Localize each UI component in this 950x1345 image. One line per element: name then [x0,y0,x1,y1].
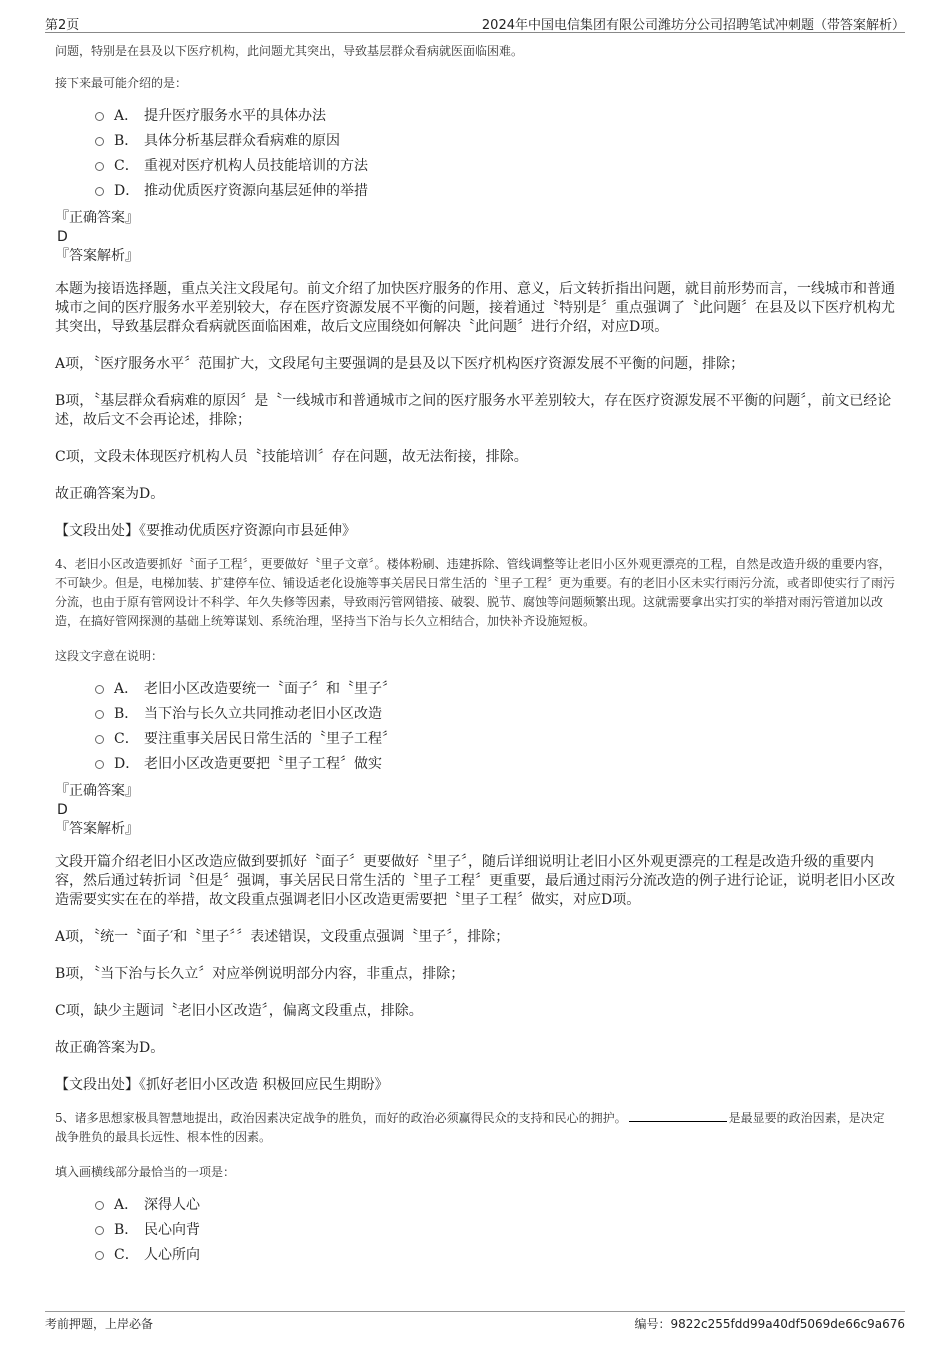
q5-option-a[interactable]: A． 深得人心 [95,1191,895,1216]
q3-answer: D [57,229,68,245]
document-title: 2024年中国电信集团有限公司潍坊分公司招聘笔试冲刺题（带答案解析） [481,18,905,33]
document-id: 编号：9822c255fdd99a40df5069de66c9a676 [634,1317,905,1331]
fill-blank[interactable] [629,1109,727,1122]
q4-option-c[interactable]: C． 要注重事关居民日常生活的〝里子工程〞 [95,725,895,750]
radio-icon[interactable] [95,162,104,171]
q4-answer-label: 『正确答案』 [55,783,139,799]
q3-prompt: 接下来最可能介绍的是： [55,76,188,90]
footer-slogan: 考前押题，上岸必备 [45,1317,154,1331]
q3-answer-label: 『正确答案』 [55,210,139,226]
q4-option-b[interactable]: B． 当下治与长久立共同推动老旧小区改造 [95,700,895,725]
q4-option-d[interactable]: D． 老旧小区改造更要把〝里子工程〞做实 [95,750,895,775]
radio-icon[interactable] [95,735,104,744]
q5-prompt: 填入画横线部分最恰当的一项是： [55,1165,236,1179]
radio-icon[interactable] [95,1226,104,1235]
q5-stem: 5、诸多思想家极具智慧地提出，政治因素决定战争的胜负，而好的政治必须赢得民众的支持和民心的拥护。 是最显要的政治因素，是决定战争胜负的最具长远性、根本性的因素。 [55,1111,885,1144]
radio-icon[interactable] [95,137,104,146]
q4-prompt: 这段文字意在说明： [55,649,164,663]
q4-analysis-conclusion: 故正确答案为D。 [55,1040,165,1056]
page-number: 第2页 [45,18,80,33]
q3-analysis-main: 本题为接语选择题，重点关注文段尾句。前文介绍了加快医疗服务的作用、意义，后文转折指出问题，就目前形势而言，一线城市和普通城市之间的医疗服务水平差别较大，存在医疗资源发展不平衡的问题，接着通过〝特别是〞重点强调了〝此问题〞在县及以下医疗机构尤其突出，导致基层群众看病就医面临困难，故后文应围绕如何解决〝此问题〞进行介绍，对应D项。 [55,281,895,335]
page-footer [45,1311,905,1331]
q5-option-c[interactable]: C． 人心所向 [95,1241,895,1266]
q3-stem-tail: 问题，特别是在县及以下医疗机构，此问题尤其突出，导致基层群众看病就医面临困难。 [55,44,524,58]
q3-option-d[interactable]: D． 推动优质医疗资源向基层延伸的举措 [95,177,895,202]
document-body [55,40,895,1272]
q4-analysis-c: C项，缺少主题词〝老旧小区改造〞，偏离文段重点，排除。 [55,1003,423,1019]
q3-option-a[interactable]: A． 提升医疗服务水平的具体办法 [95,102,895,127]
q4-answer: D [57,802,68,818]
q3-options [95,102,895,202]
q4-options [95,675,895,775]
radio-icon[interactable] [95,685,104,694]
q3-analysis-b: B项，〝基层群众看病难的原因〞是〝一线城市和普通城市之间的医疗服务水平差别较大，存在医疗资源发展不平衡的问题〞，前文已经论述，故后文不会再论述，排除； [55,393,892,428]
q4-analysis-main: 文段开篇介绍老旧小区改造应做到要抓好〝面子〞更要做好〝里子〞，随后详细说明让老旧小区外观更漂亮的工程是改造升级的重要内容，然后通过转折词〝但是〞强调，事关居民日常生活的〝里子工程〞更重要，最后通过雨污分流改造的例子进行论证，说明老旧小区改造需要实实在在的举措，故文段重点强调老旧小区改造更需要把〝里子工程〞做实，对应D项。 [55,854,895,908]
q5-option-b[interactable]: B． 民心向背 [95,1216,895,1241]
radio-icon[interactable] [95,1251,104,1260]
q4-analysis-label: 『答案解析』 [55,821,139,837]
q4-analysis-a: A项，〝统一〝面子′和〝里子〞〞表述错误，文段重点强调〝里子〞，排除； [55,929,510,945]
q3-option-c[interactable]: C． 重视对医疗机构人员技能培训的方法 [95,152,895,177]
radio-icon[interactable] [95,710,104,719]
q3-option-b[interactable]: B． 具体分析基层群众看病难的原因 [95,127,895,152]
q3-analysis-conclusion: 故正确答案为D。 [55,486,165,502]
q4-stem: 4、老旧小区改造要抓好〝面子工程〞，更要做好〝里子文章〞。楼体粉刷、违建拆除、管线调整等让老旧小区外观更漂亮的工程，自然是改造升级的重要内容，不可缺少。但是，电梯加装、扩建停车位、铺设适老化设施等事关居民日常生活的〝里子工程〞更为重要。有的老旧小区未实行雨污分流，或者即使实行了雨污分流，也由于原有管网设计不科学、年久失修等因素，导致雨污管网错接、破裂、脱节、腐蚀等问题频繁出现。这就需要拿出实打实的举措对雨污管道加以改造，在搞好管网探测的基础上统筹谋划、系统治理，坚持当下治与长久立相结合，加快补齐设施短板。 [55,557,896,628]
radio-icon[interactable] [95,760,104,769]
q3-analysis-label: 『答案解析』 [55,248,139,264]
q4-analysis-b: B项，〝当下治与长久立〞对应举例说明部分内容，非重点，排除； [55,966,465,982]
q4-option-a[interactable]: A． 老旧小区改造要统一〝面子〞和〝里子〞 [95,675,895,700]
q3-analysis-a: A项，〝医疗服务水平〞范围扩大，文段尾句主要强调的是县及以下医疗机构医疗资源发展不平衡的问题，排除； [55,356,745,372]
radio-icon[interactable] [95,1201,104,1210]
radio-icon[interactable] [95,112,104,121]
radio-icon[interactable] [95,187,104,196]
q3-analysis-c: C项，文段未体现医疗机构人员〝技能培训〞存在问题，故无法衔接，排除。 [55,449,528,465]
q4-source: 【文段出处】《抓好老旧小区改造 积极回应民生期盼》 [55,1077,389,1093]
q5-options [95,1191,895,1266]
page-header [45,14,905,33]
q3-source: 【文段出处】《要推动优质医疗资源向市县延伸》 [55,523,356,539]
